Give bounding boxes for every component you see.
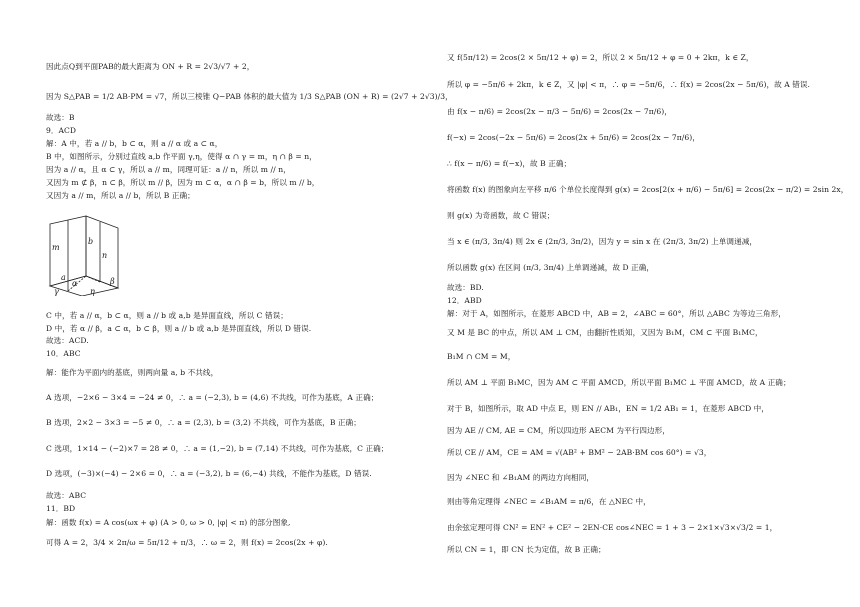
text-line: 又因为 m ⊄ β，n ⊂ β，所以 m // β，因为 m ⊂ α，α ∩ β = b，所以 m // b， (46, 178, 320, 187)
text-line: 当 x ∈ (π/3, 3π/4) 则 2x ∈ (2π/3, 3π/2)，因为 y = sin x 在 (2π/3, 3π/2) 上单调递减， (447, 237, 758, 246)
label-gamma: γ (54, 287, 59, 296)
text-line: 因为 a // α，且 α ⊂ γ，所以 a // m，同理可证：a // n，所以 m // n， (46, 165, 291, 174)
text-line: 所以 AM ⊥ 平面 B₁MC，因为 AM ⊂ 平面 AMCD，所以平面 B₁MC ⊥ 平面 AMCD，故 A 正确； (447, 378, 791, 387)
problem-number: 12．ABD (447, 296, 482, 305)
problem-number: 10．ABC (46, 349, 81, 358)
text-line: 解：函数 f(x) = A cos(ωx + φ) (A > 0, ω > 0, |φ| < π) 的部分图象, (46, 518, 291, 527)
text-line: 解：能作为平面内的基底，则两向量 a, b 不共线， (46, 368, 219, 377)
text-line: B 选项，2×2 − 3×3 = −5 ≠ 0，∴ a = (2,3), b = (3,2) 不共线，可作为基底，B 正确； (46, 418, 361, 427)
text-line: B₁M ∩ CM = M， (447, 352, 516, 361)
text-line: C 中，若 a // α，b ⊂ α，则 a // b 或 a,b 是异面直线，所以 C 错误； (46, 311, 288, 320)
label-n: n (102, 251, 108, 260)
label-eta: η (90, 287, 95, 296)
text-line: 则由等角定理得 ∠NEC = ∠B₁AM = π/6，在 △NEC 中， (447, 497, 651, 506)
text-line: 解：A 中，若 a // b，b ⊂ α，则 a // α 或 a ⊂ α， (46, 139, 223, 148)
text-line: D 选项，(−3)×(−4) − 2×6 = 0，∴ a = (−3,2), b = (6,−4) 共线，不能作为基底，D 错误. (46, 469, 372, 478)
text-line: 因为 AE // CM, AE = CM，所以四边形 AECM 为平行四边形， (447, 426, 670, 435)
label-a: a (61, 273, 66, 282)
planes-diagram (46, 214, 126, 296)
label-alpha: α (72, 279, 78, 288)
text-line: 因为 S△PAB = 1/2 AB·PM = √7，所以三棱锥 Q−PAB 体积的最大值为 1/3 S△PAB (ON + R) = (2√7 + 2√3)/3， (46, 92, 453, 101)
text-line: 所以 CE // AM，CE = AM = √(AB² + BM² − 2AB·BM cos 60°) = √3， (447, 448, 712, 457)
text-line: 因为 ∠NEC 和 ∠B₁AM 的两边方向相同， (447, 473, 594, 482)
text-line: 所以 CN = 1，即 CN 长为定值，故 B 正确； (447, 545, 606, 554)
text-line: ∴ f(x − π/6) = f(−x)，故 B 正确； (447, 159, 572, 168)
text-line: 由余弦定理可得 CN² = EN² + CE² − 2EN·CE cos∠NEC = 1 + 3 − 2×1×√3×√3/2 = 1， (447, 523, 778, 532)
geometry-figure (46, 214, 126, 296)
text-line: 故选：ABC (46, 491, 87, 500)
text-line: 由 f(x − π/6) = 2cos(2x − π/3 − 5π/6) = 2cos(2x − 7π/6)， (447, 107, 672, 116)
text-line: 可得 A = 2，3/4 × 2π/ω = 5π/12 + π/3，∴ ω = 2，则 f(x) = 2cos(2x + φ). (46, 538, 328, 547)
problem-number: 9．ACD (46, 126, 77, 135)
text-line: 所以 φ = −5π/6 + 2kπ，k ∈ Z，又 |φ| < π，∴ φ = −5π/6，∴ f(x) = 2cos(2x − 5π/6)，故 A 错误. (447, 80, 810, 89)
problem-number: 11．BD (46, 504, 76, 513)
text-line: 又 M 是 BC 的中点，所以 AM ⊥ CM，由翻折性质知，又因为 B₁M，CM ⊂ 平面 B₁MC， (447, 328, 763, 337)
text-line: 因此点Q到平面PAB的最大距离为 ON + R = 2√3/√7 + 2， (46, 62, 255, 71)
text-line: 对于 B，如图所示，取 AD 中点 E，则 EN // AB₁，EN = 1/2 AB₁ = 1，在菱形 ABCD 中， (447, 404, 769, 413)
text-line: 又因为 a // m，所以 a // b，所以 B 正确； (46, 191, 195, 200)
text-line: 解：对于 A，如图所示，在菱形 ABCD 中，AB = 2，∠ABC = 60°，所以 △ABC 为等边三角形， (447, 309, 786, 318)
text-line: 所以函数 g(x) 在区间 (π/3, 3π/4) 上单调递减，故 D 正确， (447, 263, 655, 272)
text-line: D 中，若 α // β，a ⊂ α，b ⊂ β，则 a // b 或 a,b 是异面直线，所以 D 错误. (46, 324, 312, 333)
text-line: A 选项，−2×6 − 3×4 = −24 ≠ 0，∴ a = (−2,3), b = (4,6) 不共线，可作为基底，A 正确； (46, 393, 379, 402)
text-line: 故选：B (46, 113, 75, 122)
text-line: 又 f(5π/12) = 2cos(2 × 5π/12 + φ) = 2，所以 2 × 5π/12 + φ = 0 + 2kπ，k ∈ Z， (447, 53, 754, 62)
label-m: m (52, 243, 60, 252)
text-line: C 选项，1×14 − (−2)×7 = 28 ≠ 0，∴ a = (1,−2), b = (7,14) 不共线，可作为基底，C 正确； (46, 444, 389, 453)
label-b: b (88, 237, 94, 246)
text-line: 故选：ACD. (46, 336, 89, 345)
text-line: 将函数 f(x) 的图象向左平移 π/6 个单位长度得到 g(x) = 2cos[2(x + π/6) − 5π/6] = 2cos(2x − π/2) = 2sin 2x， (447, 185, 849, 194)
text-line: B 中，如图所示，分别过直线 a,b 作平面 γ,η，使得 α ∩ γ = m，η ∩ β = n， (46, 152, 317, 161)
text-line: 则 g(x) 为奇函数，故 C 错误； (447, 211, 555, 220)
text-line: 故选：BD. (447, 283, 484, 292)
text-line: f(−x) = 2cos(−2x − 5π/6) = 2cos(2x + 5π/6) = 2cos(2x − 7π/6)， (447, 133, 700, 142)
label-beta: β (110, 277, 115, 286)
